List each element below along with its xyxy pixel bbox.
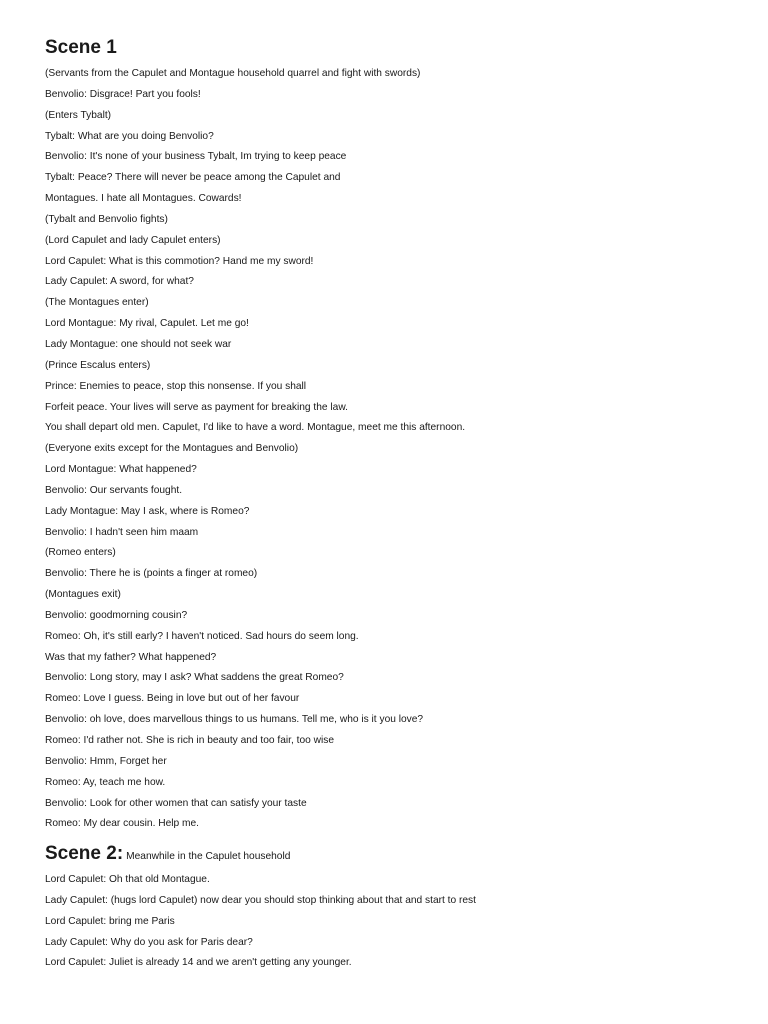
script-line: (Everyone exits except for the Montagues and Benvolio): [45, 443, 299, 455]
script-line: Tybalt: Peace? There will never be peace among the Capulet and: [45, 172, 341, 184]
script-line: Forfeit peace. Your lives will serve as payment for breaking the law.: [45, 401, 348, 413]
script-line: Prince: Enemies to peace, stop this nonsense. If you shall: [45, 380, 307, 392]
script-line: Lord Capulet: Oh that old Montague.: [45, 874, 210, 885]
script-line: Lady Capulet: A sword, for what?: [45, 276, 194, 288]
script-line: Romeo: I'd rather not. She is rich in beauty and too fair, too wise: [45, 735, 335, 746]
script-line: Lord Montague: My rival, Capulet. Let me go!: [45, 318, 249, 330]
script-line: (Lord Capulet and lady Capulet enters): [45, 234, 221, 246]
script-line: Romeo: Love I guess. Being in love but out of her favour: [45, 693, 300, 705]
scene-2-title: Scene 2:: [45, 843, 124, 864]
script-line: (Enters Tybalt): [45, 109, 112, 121]
scene-1-heading: Scene 1: [45, 37, 117, 58]
script-line: Montagues. I hate all Montagues. Cowards!: [45, 193, 242, 205]
scene-2-subheading: Meanwhile in the Capulet household: [126, 851, 291, 862]
script-line: (The Montagues enter): [45, 297, 149, 309]
script-line: Was that my father? What happened?: [45, 651, 217, 663]
script-line: (Tybalt and Benvolio fights): [45, 213, 168, 225]
script-line: Benvolio: There he is (points a finger at romeo): [45, 568, 258, 580]
script-line: (Prince Escalus enters): [45, 359, 151, 371]
script-line: Benvolio: Look for other women that can satisfy your taste: [45, 797, 307, 809]
script-line: Benvolio: Disgrace! Part you fools!: [45, 88, 201, 100]
script-line: (Romeo enters): [45, 547, 116, 559]
script-line: Lady Capulet: (hugs lord Capulet) now dear you should stop thinking about that and start to rest: [45, 894, 476, 906]
script-line: Benvolio: Long story, may I ask? What saddens the great Romeo?: [45, 672, 344, 684]
scene-2-script: [45, 870, 745, 974]
script-line: Lady Montague: one should not seek war: [45, 338, 232, 350]
script-line: Lady Montague: May I ask, where is Romeo?: [45, 505, 250, 517]
script-line: Lord Capulet: What is this commotion? Hand me my sword!: [45, 255, 314, 267]
script-line: Romeo: My dear cousin. Help me.: [45, 818, 200, 830]
script-line: Benvolio: Hmm, Forget her: [45, 755, 167, 767]
scene-2-heading: [45, 842, 290, 869]
script-line: (Servants from the Capulet and Montague household quarrel and fight with swords): [45, 68, 421, 79]
scene-1-script: [45, 64, 745, 835]
script-line: Benvolio: oh love, does marvellous things to us humans. Tell me, who is it you love?: [45, 714, 424, 726]
script-line: Tybalt: What are you doing Benvolio?: [45, 130, 214, 142]
script-line: Benvolio: It's none of your business Tybalt, Im trying to keep peace: [45, 151, 347, 163]
script-line: Lord Montague: What happened?: [45, 464, 197, 476]
script-line: Lord Capulet: Juliet is already 14 and we aren't getting any younger.: [45, 957, 352, 969]
script-line: Lord Capulet: bring me Paris: [45, 915, 175, 927]
script-line: Romeo: Oh, it's still early? I haven't noticed. Sad hours do seem long.: [45, 630, 359, 642]
script-line: Benvolio: goodmorning cousin?: [45, 609, 188, 621]
script-line: Benvolio: I hadn't seen him maam: [45, 526, 199, 538]
script-line: Romeo: Ay, teach me how.: [45, 776, 166, 788]
script-line: (Montagues exit): [45, 589, 121, 601]
script-line: Benvolio: Our servants fought.: [45, 484, 183, 496]
script-line: Lady Capulet: Why do you ask for Paris dear?: [45, 936, 253, 948]
script-line: You shall depart old men. Capulet, I'd like to have a word. Montague, meet me this afternoon.: [45, 422, 466, 434]
